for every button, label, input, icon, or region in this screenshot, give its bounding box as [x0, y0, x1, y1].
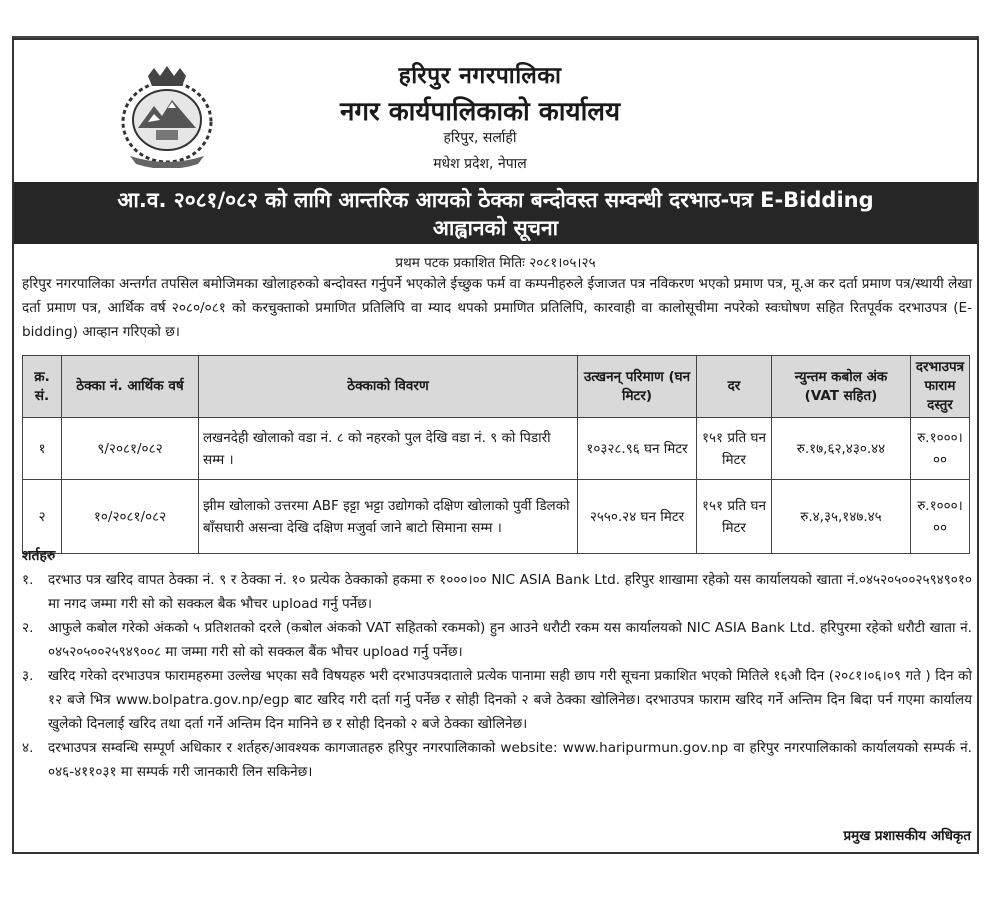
header-contract-no: ठेक्का नं. आर्थिक वर्ष	[62, 356, 199, 418]
cell-min-bid: रु.४,३५,१४७.४५	[772, 480, 911, 554]
header-quantity: उत्खनन् परिमाण (घन मिटर)	[578, 356, 697, 418]
notice-title-line-2: आह्वानको सूचना	[432, 216, 559, 240]
term-number: ३.	[22, 668, 34, 684]
notice-title-line-1: आ.व. २०८१/०८२ को लागि आन्तरिक आयको ठेक्का बन्दोवस्त सम्वन्धी दरभाउ-पत्र E-Bidding	[117, 188, 874, 212]
table-row	[23, 480, 970, 554]
published-date: प्रथम पटक प्रकाशित मितिः २०८१।०५।२५	[395, 255, 596, 271]
cell-description: झीम खोलाको उत्तरमा ABF इट्टा भट्टा उद्योगको दक्षिण खोलाको पुर्वी डिलको बाँसघारी असन्वा देखि दक्षिण मजुर्वा जाने बाटो सिमाना सम्म ।	[199, 480, 578, 554]
term-text: आफुले कबोल गरेको अंकको ५ प्रतिशतको दरले (कबोल अंकको VAT सहितको रकमको) हुन आउने धरौटी रकम यस कार्यालयको NIC ASIA Bank Ltd. हरिपुरमा रहेको धरौटी खाता नं. ०४५२०५००२५९४९००८ मा जम्मा गरी सो को सक्कल बैंक भौचर upload गर्नु पर्नेछ।	[48, 620, 972, 660]
term-item	[22, 616, 972, 664]
header-rate: दर	[697, 356, 772, 418]
cell-form-fee: रु.१०००।००	[911, 418, 970, 480]
term-text: दरभाउपत्र सम्वन्धि सम्पूर्ण अधिकार र शर्तहरु/आवश्यक कागजातहरु हरिपुर नगरपालिकाको website: www.haripurmun.gov.np वा हरिपुर नगरपालिकाको कार्यालयको सम्पर्क नं. ०४६-४११०३१ मा सम्पर्क गरी जानकारी लिन सकिनेछ।	[48, 740, 972, 780]
table-row	[23, 418, 970, 480]
cell-rate: १५१ प्रति घन मिटर	[697, 480, 772, 554]
term-number: ४.	[22, 740, 34, 756]
term-text: खरिद गरेको दरभाउपत्र फारामहरुमा उल्लेख भएका सवै विषयहरु भरी दरभाउपत्रदाताले प्रत्येक पानामा सही छाप गरी सूचना प्रकाशित भएको मितिले १६औ दिन (२०८१।०६।०९ गते ) दिन को १२ बजे भित्र www.bolpatra.gov.np/egp बाट खरिद गरी दर्ता गर्नु पर्नेछ र सोही दिनको २ बजे ठेक्का खोलिनेछ। दरभाउपत्र फाराम खरिद गर्ने अन्तिम दिन बिदा पर्न गएमा कार्यालय खुलेको दिनलाई खरिद तथा दर्ता गर्ने अन्तिम दिन मानिने छ र सोही दिनको २ बजे ठेक्का खोलिनेछ।	[48, 668, 972, 732]
cell-serial: २	[23, 480, 62, 554]
cell-form-fee: रु.१०००।००	[911, 480, 970, 554]
intro-paragraph: हरिपुर नगरपालिका अन्तर्गत तपसिल बमोजिमका खोलाहरुको बन्दोवस्त गर्नुपर्ने भएकोले ईच्छुक फर्म वा कम्पनीहरुले ईजाजत पत्र नविकरण भएको प्रमाण पत्र, मू.अ कर दर्ता प्रमाण पत्र/स्थायी लेखा दर्ता प्रमाण पत्र, आर्थिक वर्ष २०८०/०८१ को करचुक्ताको प्रमाणित प्रतिलिपि वा म्याद थपको प्रमाणित प्रतिलिपि, कारवाही वा कालोसूचीमा नपरेको स्वःघोषण सहित रितपूर्वक दरभाउपत्र (E-bidding) आव्हान गरिएको छ।	[22, 276, 972, 340]
office-name: नगर कार्यपालिकाको कार्यालय	[339, 97, 621, 127]
term-item	[22, 736, 972, 784]
term-item	[22, 664, 972, 736]
header-form-fee: दरभाउपत्र फाराम दस्तुर	[911, 356, 970, 418]
tender-table	[22, 355, 970, 554]
term-number: १.	[22, 572, 34, 588]
cell-rate: १५१ प्रति घन मिटर	[697, 418, 772, 480]
municipality-name: हरिपुर नगरपालिका	[398, 63, 562, 89]
header-description: ठेक्काको विवरण	[199, 356, 578, 418]
cell-contract-no: ९/२०८१/०८२	[62, 418, 199, 480]
cell-min-bid: रु.१७,६२,४३०.४४	[772, 418, 911, 480]
terms-heading: शर्तहरु	[22, 548, 56, 564]
address-line-2: मधेश प्रदेश, नेपाल	[433, 156, 527, 172]
term-number: २.	[22, 620, 34, 636]
notice-title-banner	[14, 182, 977, 244]
cell-serial: १	[23, 418, 62, 480]
header-serial: क्र. सं.	[23, 356, 62, 418]
terms-list	[22, 568, 972, 784]
cell-description: लखनदेही खोलाको वडा नं. ८ को नहरको पुल देखि वडा नं. ९ को पिडारी सम्म ।	[199, 418, 578, 480]
term-text: दरभाउ पत्र खरिद वापत ठेक्का नं. ९ र ठेक्का नं. १० प्रत्येक ठेक्काको हकमा रु १०००।०० NIC ASIA Bank Ltd. हरिपुर शाखामा रहेको यस कार्यालयको खाता नं.०४५२०५००२५९४९०१० मा नगद जम्मा गरी सो को सक्कल बैक भौचर upload गर्नु पर्नेछ।	[48, 572, 972, 612]
cell-quantity: १०३२८.९६ घन मिटर	[578, 418, 697, 480]
address-line-1: हरिपुर, सर्लाही	[443, 130, 517, 146]
header-min-bid: न्युन्तम कबोल अंक (VAT सहित)	[772, 356, 911, 418]
cell-quantity: २५५०.२४ घन मिटर	[578, 480, 697, 554]
signature-title: प्रमुख प्रशासकीय अधिकृत	[843, 828, 971, 844]
cell-contract-no: १०/२०८१/०८२	[62, 480, 199, 554]
term-item	[22, 568, 972, 616]
table-header-row	[23, 356, 970, 418]
